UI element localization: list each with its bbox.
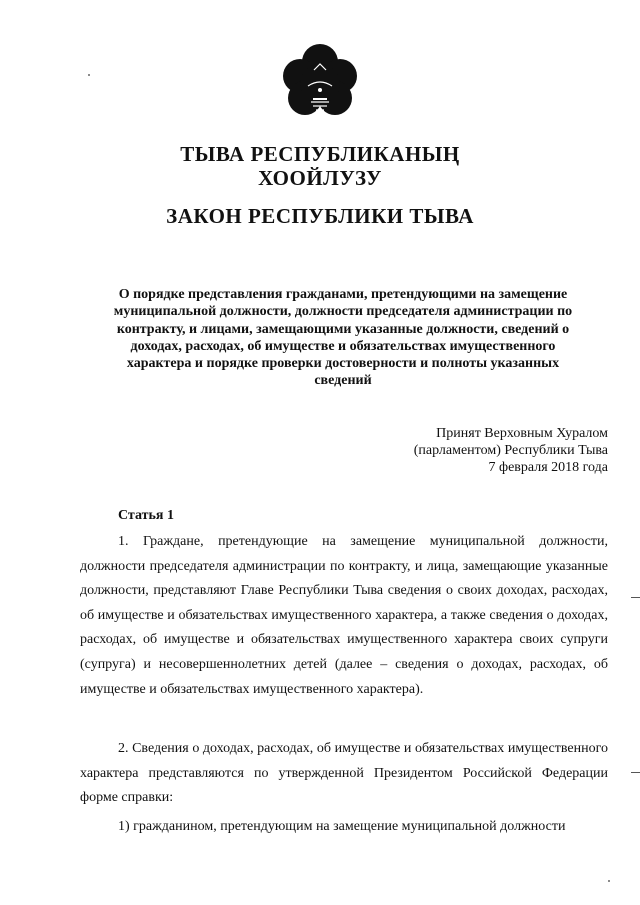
scan-speck bbox=[88, 74, 90, 76]
scan-speck bbox=[608, 880, 610, 882]
adoption-note bbox=[414, 425, 608, 476]
title-line: муниципальной должности, должности председателя администрации по bbox=[113, 304, 573, 320]
law-title-heading: ЗАКОН РЕСПУБЛИКИ ТЫВА bbox=[166, 204, 474, 228]
paragraph-text: 1. Граждане, претендующие на замещение муниципальной должности, должности председателя администрации по контракту, и лица, замещающие указанные должности, представляют Главе Республики Тыва сведения о своих доходах, расходах, об имуществе и обязательствах имущественного характера, а также сведения о доходах, расходах, об имуществе и обязательствах имущественного характера своих супруги (супруга) и несовершеннолетних детей (далее – сведения о доходах, расходах, об имуществе и обязательствах имущественного характера). bbox=[80, 534, 608, 697]
article-paragraph bbox=[80, 737, 608, 811]
scan-margin-mark bbox=[631, 772, 640, 773]
paragraph-text: 2. Сведения о доходах, расходах, об имуществе и обязательствах имущественного характера представляются по утвержденной Президентом Российской Федерации форме справки: bbox=[80, 741, 608, 806]
republic-heading: ТЫВА РЕСПУБЛИКАНЫҢ bbox=[180, 142, 460, 166]
title-line: сведений bbox=[314, 373, 372, 389]
article-title: Статья 1 bbox=[118, 508, 174, 523]
title-line: доходах, расходах, об имуществе и обязательствах имущественного bbox=[130, 338, 556, 354]
title-line: О порядке представления гражданами, претендующими на замещение bbox=[118, 287, 568, 302]
law-title-block bbox=[88, 286, 598, 390]
title-line: характера и порядке проверки достоверности и полноты указанных bbox=[126, 356, 560, 372]
law-word-heading: ХООЙЛУЗУ bbox=[258, 166, 382, 190]
article-paragraph bbox=[80, 530, 608, 702]
emblem-of-tuva-icon bbox=[278, 40, 362, 124]
scan-margin-mark bbox=[631, 597, 640, 598]
adoption-line: Принят Верховным Хуралом bbox=[436, 426, 608, 441]
paragraph-text: 1) гражданином, претендующим на замещение муниципальной должности bbox=[118, 819, 566, 834]
adoption-date: 7 февраля 2018 года bbox=[488, 460, 608, 475]
article-paragraph bbox=[80, 815, 608, 840]
adoption-line: (парламентом) Республики Тыва bbox=[413, 443, 608, 458]
title-line: контракту, и лицами, замещающими указанные должности, сведений о bbox=[116, 321, 570, 337]
